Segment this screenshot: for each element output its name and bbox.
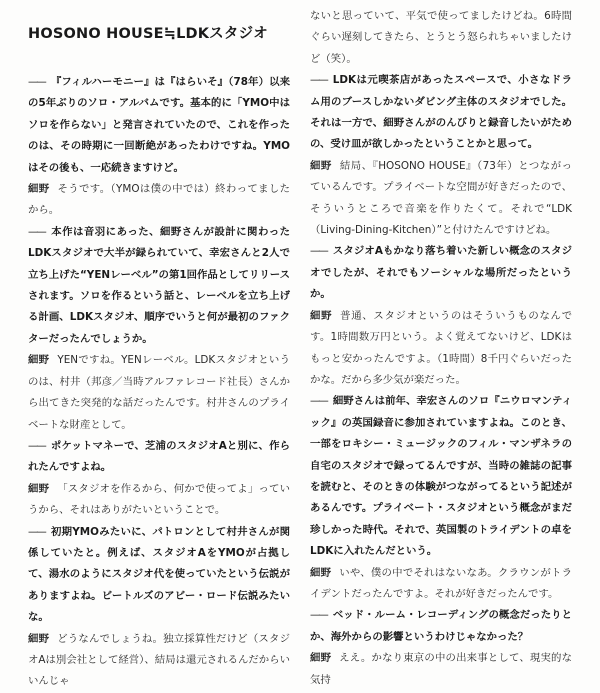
interview-question [28,222,290,350]
question-dash: —— [310,245,327,258]
paragraph-text: 結局、『HOSONO HOUSE』（73年）とつながっているんです。プライベートな空間が好きだったので、そういうところで音楽を作りたくて。それで“LDK（Living-Dining-Kitchen）”と付けたんですけどね。 [310,159,573,237]
speaker-name: 細野 [310,652,332,665]
question-dash: —— [310,74,327,87]
paragraph-text: ええ。かなり東京の中の出来事として、現実的な気持 [310,652,573,686]
paragraph-text: そうです。（YMOは僕の中では）終わってましたから。 [28,183,290,217]
interview-question [28,72,290,179]
right-column [310,6,572,691]
paragraph-text: いや、僕の中でそれはないなあ。クラウンがトライデントだったんですよ。それが好きだったんです。 [310,566,573,600]
interview-answer [310,306,572,392]
paragraph-text: 「スタジオを作るから、何かで使ってよ」っていうから、それはありがたいということで。 [28,482,291,517]
interview-answer [28,350,290,436]
interview-question [310,241,572,305]
paragraph-text: 『フィルハーモニー』は『はらいそ』（78年）以来の5年ぶりのソロ・アルバムです。基本的に「YMO中はソロを作らない」と発言されていたので、これを作ったのは、その時期に一回断絶があったわけですね。YMOはその後も、一応続きますけど。 [28,76,290,174]
interview-question [28,522,290,629]
paragraph-text: ベッド・ルーム・レコーディングの概念だったりとか、海外からの影響というわけじゃなかった？ [310,609,572,643]
question-dash: —— [28,525,45,538]
speaker-name: 細野 [310,566,332,579]
article-title: HOSONO HOUSE≒LDKスタジオ [28,26,268,42]
interview-question [310,70,572,156]
interview-answer [310,156,572,242]
paragraph-text: LDKは元喫茶店があったスペースで、小さなドラム用のブースしかないダビング主体のスタジオでした。それは一方で、細野さんがのんびりと録音したいがための、受け皿が欲しかったということかと思って。 [310,74,572,151]
interview-answer [28,479,290,522]
paragraph-text: 普通、スタジオというのはそういうものなんです。1時間数万円という。よく覚えてないけど、LDKはもっと安かったんですよ。（1時間）8千円ぐらいだったかな。だから多少気が楽だった。 [310,309,573,386]
paragraph-text: 本作は音羽にあった、細野さんが設計に関わったLDKスタジオで大半が録られていて、幸宏さんと2人で立ち上げた“YENレーベル”の第1回作品としてリリースされます。ソロを作るという話と、レーベルを立ち上げる計画、LDKスタジオ、順序でいうと何が最初のファクターだったんでしょうか。 [28,225,290,345]
paragraph-text: YENですね。YENレーベル。LDKスタジオというのは、村井（邦彦／当時アルファレコード社長）さんから出てきた突発的な話だったんです。村井さんのプライベートな財産として。 [28,354,291,431]
question-dash: —— [310,395,327,408]
interview-answer [310,648,572,691]
paragraph-text: スタジオAもかなり落ち着いた新しい概念のスタジオでしたが、それでもソーシャルな場所だったというか。 [310,245,572,301]
paragraph-text: 初期YMOみたいに、パトロンとして村井さんが関係していたと。例えば、スタジオAをYMOが占拠して、湯水のようにスタジオ代を使っていたという伝説がありますよね。ビートルズのアビー・ロード伝説みたいな。 [28,525,290,624]
speaker-name: 細野 [28,354,50,367]
speaker-name: 細野 [310,159,332,172]
speaker-name: 細野 [28,183,50,196]
interview-answer [310,6,572,70]
paragraph-text: ポケットマネーで、芝浦のスタジオAと別に、作られたんですよね。 [28,439,290,474]
interview-question [28,436,290,479]
question-dash: —— [28,439,45,452]
interview-question [310,605,572,648]
speaker-name: 細野 [310,309,333,322]
speaker-name: 細野 [28,482,50,495]
interview-question [310,391,572,562]
paragraph-text: ないと思っていて、平気で使ってましたけどね。6時間ぐらい遅刻してきたら、とうとう怒られちゃいましたけど（笑）。 [310,10,572,65]
speaker-name: 細野 [28,632,50,645]
question-dash: —— [28,76,45,88]
paragraph-text: どうなんでしょうね。独立採算性だけど（スタジオAは別会社として経営）、結局は還元されるんだからいいんじゃ [28,632,291,688]
question-dash: —— [310,609,327,622]
question-dash: —— [28,225,45,238]
paragraph-text: 細野さんは前年、幸宏さんのソロ『ニウロマンティック』の英国録音に参加されていますよね。このとき、一部をロキシー・ミュージックのフィル・マンザネラの自宅のスタジオで録ってるんですが、当時の雑誌の記事を読むと、そのときの体験がつながってるという記述があるんです。プライベート・スタジオという概念がまだ珍しかった時代。それで、英国製のトライデントの卓をLDKに入れたんだという。 [310,395,572,558]
interview-answer [28,179,290,222]
interview-answer [310,563,572,606]
interview-answer [28,629,290,693]
